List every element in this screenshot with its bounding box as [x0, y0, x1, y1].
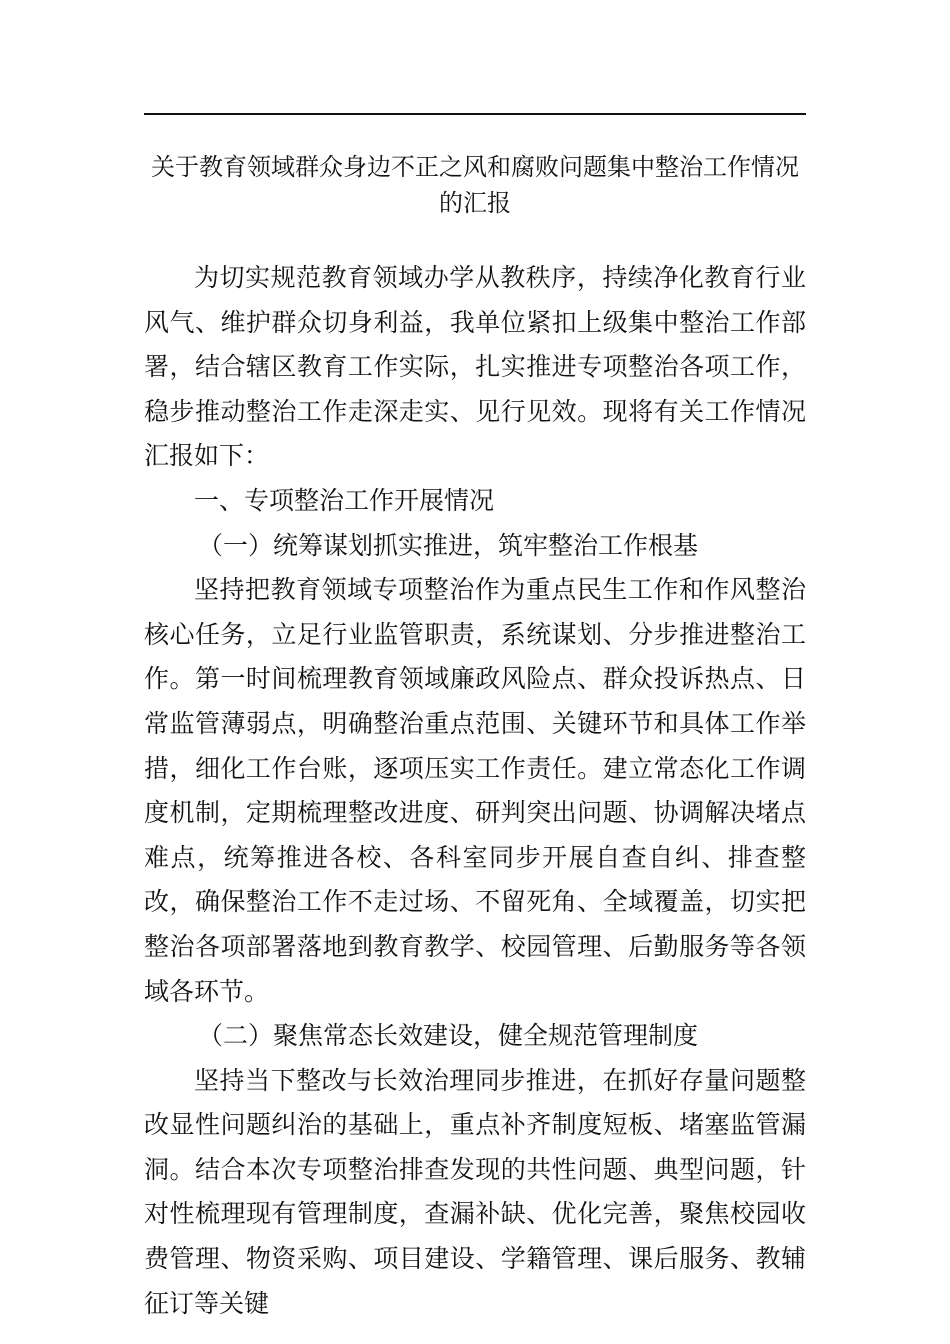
subsection-1-paragraph: 坚持把教育领域专项整治作为重点民生工作和作风整治核心任务，立足行业监管职责，系统谋划、分步推进整治工作。第一时间梳理教育领域廉政风险点、群众投诉热点、日常监管薄弱点，明确整治重点范围、关键环节和具体工作举措，细化工作台账，逐项压实工作责任。建立常态化工作调度机制，定期梳理整改进度、研判突出问题、协调解决堵点难点，统筹推进各校、各科室同步开展自查自纠、排查整改，确保整治工作不走过场、不留死角、全域覆盖，切实把整治各项部署落地到教育教学、校园管理、后勤服务等各领域各环节。	[144, 575, 806, 1006]
title-line-2: 的汇报	[439, 189, 511, 217]
section-1-heading: 一、专项整治工作开展情况	[194, 485, 495, 515]
subsection-2-heading: （二）聚焦常态长效建设，健全规范管理制度	[198, 1021, 699, 1051]
header-rule	[144, 113, 806, 115]
subsection-1-heading: （一）统筹谋划抓实推进，筑牢整治工作根基	[198, 530, 699, 560]
title-line-1: 关于教育领域群众身边不正之风和腐败问题集中整治工作情况	[151, 153, 799, 181]
subsection-2-paragraph: 坚持当下整改与长效治理同步推进，在抓好存量问题整改显性问题纠治的基础上，重点补齐制度短板、堵塞监管漏洞。结合本次专项整治排查发现的共性问题、典型问题，针对性梳理现有管理制度，查漏补缺、优化完善，聚焦校园收费管理、物资采购、项目建设、学籍管理、课后服务、教辅征订等关键	[144, 1065, 806, 1318]
intro-paragraph: 为切实规范教育领域办学从教秩序，持续净化教育行业风气、维护群众切身利益，我单位紧扣上级集中整治工作部署，结合辖区教育工作实际，扎实推进专项整治各项工作，稳步推动整治工作走深走实、见行见效。现将有关工作情况汇报如下：	[144, 263, 806, 471]
document-body	[144, 256, 806, 1326]
document-title	[130, 149, 820, 221]
